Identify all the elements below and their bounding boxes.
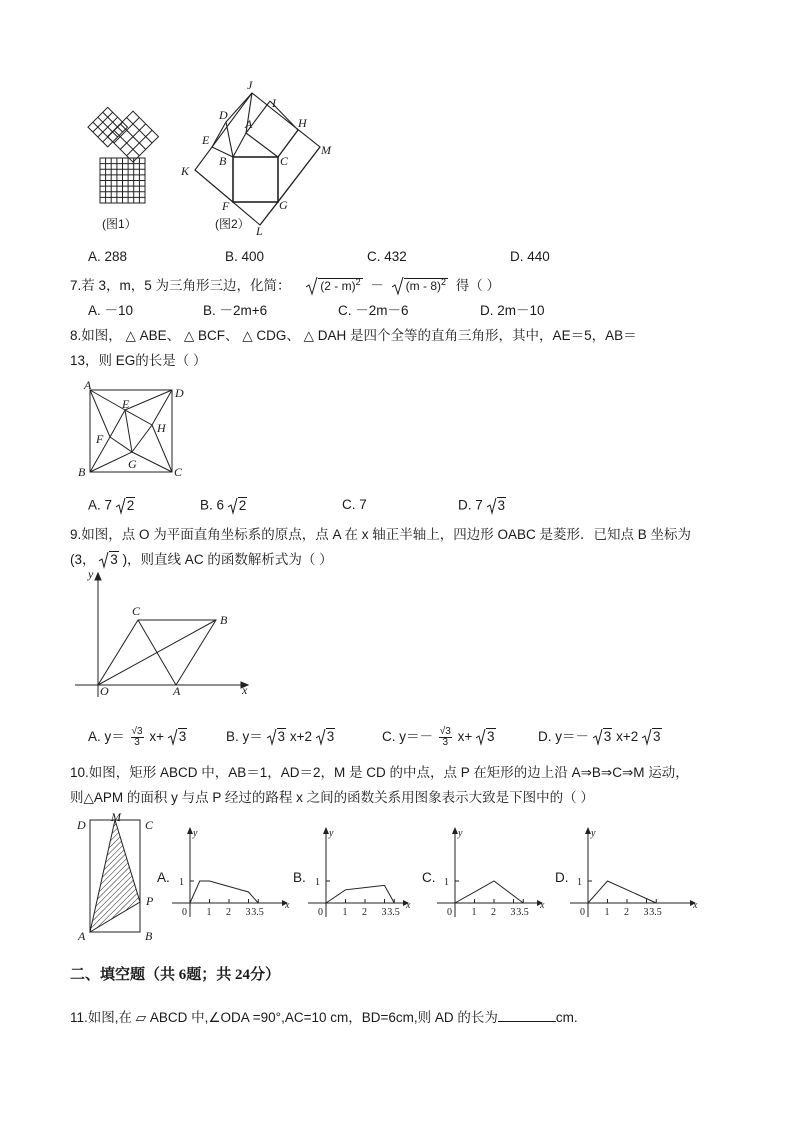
q8-option-b-rad: 2 <box>238 497 247 513</box>
q10-label-B: B <box>145 929 153 943</box>
y-axis-label: y <box>591 828 596 839</box>
origin-label: 0 <box>447 907 452 918</box>
q9-option-a-fraction <box>131 727 144 748</box>
y-tick-label: 1 <box>315 877 320 888</box>
q6-caption-1: (图1） <box>102 217 137 231</box>
q8-option-c-pre: C. 7 <box>342 497 367 512</box>
q9-line-2-pre: (3， <box>70 552 96 567</box>
label-I: I <box>272 96 276 110</box>
radical-sign-icon <box>116 497 126 515</box>
y-axis-label: y <box>329 828 334 839</box>
q6-caption-2: (图2） <box>215 217 250 231</box>
q10-line-1: 10.如图，矩形 ABCD 中，AB＝1，AD＝2，M 是 CD 的中点，点 P 在矩形的边上沿 A⇒B⇒C⇒M 运动， <box>70 765 689 780</box>
q8-option-a-pre: A. 7 <box>88 497 113 513</box>
y-tick-label: 1 <box>179 877 184 888</box>
q7-radical-1 <box>306 276 362 296</box>
q9-label-A: A <box>173 684 181 698</box>
q10-graph-d-letter[interactable]: D. <box>555 870 569 885</box>
q9-line-2-rad: 3 <box>110 552 118 567</box>
label-L: L <box>256 224 263 238</box>
q10-graph-c <box>437 825 547 920</box>
x-tick-label: 3 <box>245 907 251 918</box>
x-tick-label: 3.5 <box>251 907 264 918</box>
q9-label-x: x <box>242 683 248 697</box>
q9-option-a-mid: x+ <box>149 729 164 744</box>
q9-option-d-rad1: 3 <box>603 729 612 744</box>
origin-label: 0 <box>580 907 585 918</box>
q8-label-C: C <box>174 465 183 479</box>
q9-option-c-rad: 3 <box>487 729 495 744</box>
q9-option-c-fraction <box>439 727 452 748</box>
q8-label-H: H <box>157 421 166 435</box>
q9-label-O: O <box>100 684 109 698</box>
radical-sign-icon <box>392 276 404 296</box>
x-axis-label: x <box>285 900 290 911</box>
label-A: A <box>245 117 253 131</box>
q8-label-F: F <box>96 432 104 446</box>
label-K: K <box>181 164 190 178</box>
q8-label-B: B <box>78 465 86 479</box>
q7-option-b[interactable]: B. －2m+6 <box>203 303 268 318</box>
q9-option-d-rad2: 3 <box>652 729 661 744</box>
q9-figure <box>70 565 260 700</box>
x-tick-label: 3 <box>510 907 516 918</box>
x-tick-label: 3 <box>381 907 387 918</box>
q7-option-c[interactable]: C. －2m－6 <box>338 303 409 318</box>
x-tick-label: 3 <box>643 907 649 918</box>
q9-line-2-post: )，则直线 AC 的函数解析式为（ ） <box>122 552 333 567</box>
q7-expr-2: (m - 8) <box>405 279 441 293</box>
q8-option-b-pre: B. 6 <box>200 497 225 513</box>
q9-option-c[interactable] <box>382 725 496 748</box>
x-tick-label: 1 <box>604 907 610 918</box>
q9-option-a-rad: 3 <box>178 729 187 744</box>
y-tick-label: 1 <box>577 877 582 888</box>
label-D: D <box>219 108 228 122</box>
q9-option-d-pre: D. y＝－ <box>538 729 590 744</box>
q9-option-b-rad1: 3 <box>277 729 286 744</box>
q8-option-b[interactable] <box>200 497 247 515</box>
q7-expr-1: (2 - m) <box>320 279 356 293</box>
q8-label-A: A <box>84 378 92 392</box>
radical-sign-icon <box>316 728 326 746</box>
radical-sign-icon <box>168 728 178 746</box>
q9-option-b-pre: B. y＝ <box>226 729 263 744</box>
label-M: M <box>321 143 331 157</box>
label-J: J <box>247 78 253 92</box>
q9-option-d[interactable] <box>538 725 662 746</box>
q9-option-b-mid: x+2 <box>289 729 312 744</box>
radical-sign-icon <box>476 728 486 746</box>
q10-label-A: A <box>78 929 86 943</box>
q9-option-d-mid: x+2 <box>616 729 639 744</box>
q10-label-C: C <box>145 818 154 832</box>
x-tick-label: 2 <box>491 907 496 918</box>
section-2-title: 二、填空题（共 6题；共 24分） <box>70 967 281 983</box>
radical-sign-icon <box>487 497 497 515</box>
label-E: E <box>202 133 210 147</box>
q9-option-c-num: √3 <box>439 725 451 737</box>
q7-radical-2 <box>392 276 448 296</box>
y-axis-label: y <box>458 828 463 839</box>
label-G: G <box>279 198 288 212</box>
radical-sign-icon <box>593 728 603 746</box>
y-axis-label: y <box>193 828 198 839</box>
radical-sign-icon <box>642 728 652 746</box>
q8-label-E: E <box>122 397 130 411</box>
x-tick-label: 2 <box>226 907 231 918</box>
q8-option-d-rad: 3 <box>497 497 506 513</box>
q7-minus: － <box>370 278 384 293</box>
q10-label-D: D <box>77 818 86 832</box>
x-tick-label: 3.5 <box>516 907 529 918</box>
q9-label-C: C <box>132 604 141 618</box>
label-H: H <box>298 116 307 130</box>
radical-sign-icon <box>267 728 277 746</box>
q8-label-G: G <box>128 457 137 471</box>
q7-exp-2: 2 <box>441 277 447 287</box>
x-tick-label: 2 <box>624 907 629 918</box>
q7-stem <box>70 274 500 296</box>
x-axis-label: x <box>406 900 411 911</box>
label-B: B <box>219 154 227 168</box>
x-tick-label: 1 <box>206 907 212 918</box>
q9-option-c-pre: C. y＝－ <box>382 729 434 744</box>
q6-figure-1 <box>70 100 170 210</box>
radical-sign-icon <box>228 497 238 515</box>
q8-option-a-rad: 2 <box>126 497 135 513</box>
label-C: C <box>280 154 289 168</box>
q9-option-b[interactable] <box>226 725 335 746</box>
q9-label-y: y <box>88 567 94 581</box>
q8-line-2: 13，则 EG的长是（ ） <box>70 353 207 368</box>
origin-label: 0 <box>318 907 323 918</box>
q9-option-b-rad2: 3 <box>326 729 335 744</box>
q6-option-a[interactable]: A. 288 <box>88 249 128 264</box>
q9-option-a-pre: A. y＝ <box>88 729 125 744</box>
x-tick-label: 1 <box>342 907 348 918</box>
q10-graph-a <box>172 825 292 920</box>
q11-answer-blank[interactable] <box>498 1009 556 1022</box>
q10-graph-b <box>308 825 413 920</box>
x-axis-label: x <box>693 900 698 911</box>
x-tick-label: 1 <box>471 907 477 918</box>
q10-graph-d <box>570 825 700 920</box>
q7-option-d[interactable]: D. 2m－10 <box>480 303 545 318</box>
q10-graph-a-letter[interactable]: A. <box>157 870 170 885</box>
q8-option-d-pre: D. 7 <box>458 497 483 513</box>
q8-option-a[interactable] <box>88 497 135 515</box>
q11-post: cm. <box>555 1010 578 1025</box>
x-axis-label: x <box>540 900 545 911</box>
q10-graph-c-letter[interactable]: C. <box>422 870 436 885</box>
q6-option-b[interactable]: B. 400 <box>225 249 265 264</box>
q9-option-a-num: √3 <box>131 725 143 737</box>
radical-sign-icon <box>306 276 318 296</box>
label-F: F <box>222 199 230 213</box>
q7-stem-pre: 7.若 3，m，5 为三角形三边，化简： <box>70 278 291 293</box>
y-tick-label: 1 <box>444 877 449 888</box>
q7-stem-post: 得（ ） <box>455 278 501 293</box>
q9-option-a-den: 3 <box>134 736 140 748</box>
q10-line-2: 则△APM 的面积 y 与点 P 经过的路程 x 之间的函数关系用图象表示大致是下图中的（ ） <box>70 790 594 805</box>
q10-label-M: M <box>111 810 121 824</box>
q7-option-a[interactable]: A. －10 <box>88 303 134 318</box>
origin-label: 0 <box>182 907 187 918</box>
q6-figure-2 <box>170 75 340 240</box>
q8-option-d[interactable] <box>458 497 506 515</box>
q9-option-c-mid: x+ <box>457 729 473 744</box>
q6-option-d[interactable]: D. 440 <box>510 249 550 264</box>
q6-option-c[interactable]: C. 432 <box>367 249 407 264</box>
q9-label-B: B <box>220 613 228 627</box>
q8-label-D: D <box>175 386 184 400</box>
x-tick-label: 2 <box>362 907 367 918</box>
x-tick-label: 3.5 <box>387 907 400 918</box>
q11-stem <box>70 1006 578 1026</box>
q10-label-P: P <box>146 894 154 908</box>
x-tick-label: 3.5 <box>649 907 662 918</box>
q10-rect-figure <box>85 815 145 940</box>
q9-option-c-den: 3 <box>442 736 449 748</box>
q11-pre: 11.如图,在 ▱ ABCD 中,∠ODA =90°,AC=10 cm，BD=6cm,则 AD 的长为 <box>70 1010 498 1025</box>
q9-line-1: 9.如图，点 O 为平面直角坐标系的原点，点 A 在 x 轴正半轴上，四边形 OABC 是菱形．已知点 B 坐标为 <box>70 527 692 542</box>
q7-exp-1: 2 <box>355 277 361 287</box>
q8-option-c[interactable] <box>342 497 367 512</box>
q8-line-1: 8.如图， △ ABE、 △ BCF、 △ CDG、 △ DAH 是四个全等的直角三角形，其中，AE＝5，AB＝ <box>70 328 637 343</box>
q9-option-a[interactable] <box>88 725 187 748</box>
q10-graph-b-letter[interactable]: B. <box>293 870 306 885</box>
